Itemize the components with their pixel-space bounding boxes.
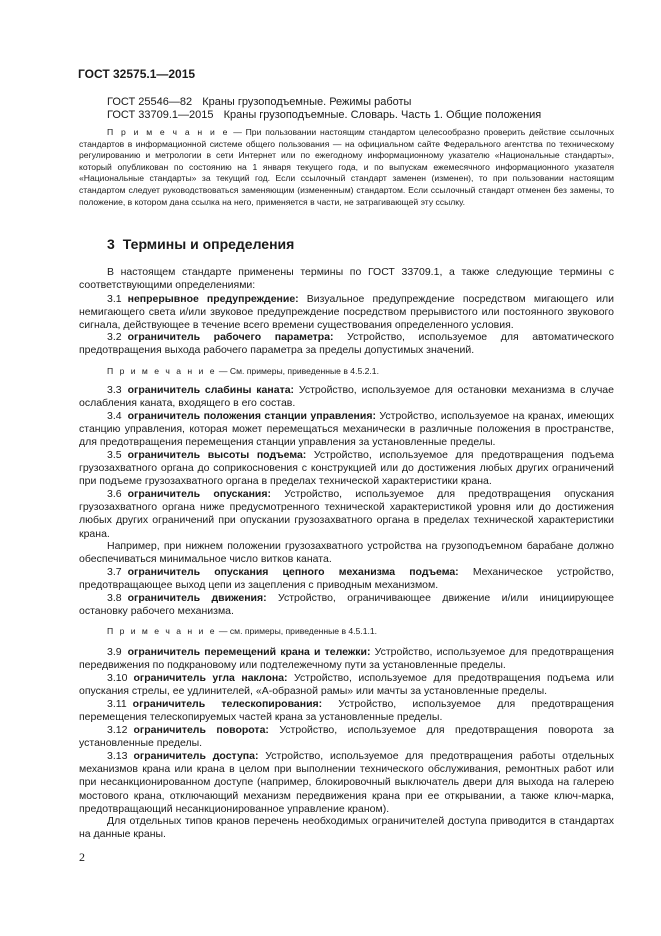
term-3-5: 3.5 ограничитель высоты подъема: Устройство, используемое для предотвращения подъема грузозахватного органа до соприкосновения с конструкцией или до достижения любых других ограничений при подъеме грузозахватного органа в пределах технической характеристики крана. bbox=[79, 449, 614, 488]
normative-references bbox=[107, 96, 541, 122]
note-references bbox=[79, 127, 614, 208]
standard-code-header: ГОСТ 32575.1—2015 bbox=[78, 67, 196, 81]
term-3-2 bbox=[79, 331, 614, 357]
example-paragraph: Например, при нижнем положении грузозахватного устройства на грузоподъемном барабане должно обеспечиваться минимальное число витков каната. bbox=[79, 540, 614, 566]
term-3-1 bbox=[79, 293, 614, 333]
term-3-10: 3.10 ограничитель угла наклона: Устройство, используемое для предотвращения подъема или опускания стрелы, ее удлинителей, «А-образной рамы» или мачты за установленные пределы. bbox=[79, 672, 614, 698]
note-3-2 bbox=[79, 366, 614, 378]
note-3-8 bbox=[79, 626, 614, 638]
term-definition: Устройство, используемое для автоматического предотвращения выхода рабочего параметра за пределы допустимых значений. bbox=[79, 331, 614, 357]
note-label: П р и м е ч а н и е bbox=[107, 626, 217, 636]
section-number: 3 bbox=[107, 236, 115, 252]
term-3-6: 3.6 ограничитель опускания: Устройство, используемое для предотвращения опускания грузозахватного органа ниже предусмотренного технической характеристикой уровня или до достижения любых других ограничений при опускании грузозахватного органа в пределах технической характеристики крана. bbox=[79, 488, 615, 540]
reference-item bbox=[107, 109, 541, 122]
section-heading bbox=[107, 236, 294, 252]
section-title: Термины и определения bbox=[122, 236, 295, 252]
note-text: — См. примеры, приведенные в 4.5.2.1. bbox=[216, 366, 379, 376]
intro-paragraph: В настоящем стандарте применены термины по ГОСТ 33709.1, а также следующие термины с соответствующими определениями: bbox=[79, 266, 614, 292]
reference-title: Краны грузоподъемные. Режимы работы bbox=[202, 96, 412, 108]
reference-code: ГОСТ 33709.1—2015 bbox=[107, 109, 214, 121]
term-3-3: 3.3 ограничитель слабины каната: Устройство, используемое для остановки механизма в случае ослабления каната, входящего в его состав. bbox=[79, 384, 614, 410]
note-label: П р и м е ч а н и е bbox=[107, 366, 217, 376]
reference-title: Краны грузоподъемные. Словарь. Часть 1. Общие положения bbox=[223, 109, 542, 121]
note-label: П р и м е ч а н и е bbox=[107, 127, 230, 137]
term-3-13: 3.13 ограничитель доступа: Устройство, используемое для предотвращения работы отдельных механизмов крана или крана в целом при выполнении технического обслуживания, ремонтных работ или при несанкционированном доступе (например, блокировочный выключатель двери для выхода на галерею мостового крана, отключающий механизм передвижения крана при ее открывании, а также ключ-марка, предотвращающий несанкционированное управление краном). bbox=[79, 750, 614, 815]
term-number: 3.1 bbox=[107, 293, 122, 305]
term-3-8: 3.8 ограничитель движения: Устройство, ограничивающее движение и/или инициирующее остановку рабочего механизма. bbox=[79, 592, 614, 618]
closing-paragraph: Для отдельных типов кранов перечень необходимых ограничителей доступа приводится в стандартах на данные краны. bbox=[79, 815, 614, 841]
term-3-11: 3.11 ограничитель телескопирования: Устройство, используемое для предотвращения перемещения телескопируемых частей крана за установленные пределы. bbox=[79, 698, 614, 724]
reference-code: ГОСТ 25546—82 bbox=[107, 96, 193, 108]
term-3-7: 3.7 ограничитель опускания цепного механизма подъема: Механическое устройство, предотвращающее выход цепи из зацепления с приводным механизмом. bbox=[79, 566, 615, 592]
term-name: ограничитель рабочего параметра: bbox=[127, 331, 334, 343]
term-definition: Визуальное предупреждение посредством мигающего или немигающего света и/или звуковое предупреждение посредством прерывистого или постоянного звукового сигнала, действующее в течение всего времени существования определенного условия. bbox=[79, 293, 614, 332]
term-3-12: 3.12 ограничитель поворота: Устройство, используемое для предотвращения поворота за установленные пределы. bbox=[79, 724, 614, 750]
page-number: 2 bbox=[79, 850, 85, 864]
term-3-4: 3.4 ограничитель положения станции управления: Устройство, используемое на кранах, имеющих станцию управления, которая может перемещаться механически в различные положения в пространстве, для предотвращения перемещения станции управления за установленные пределы. bbox=[79, 410, 614, 449]
note-text: — При пользовании настоящим стандартом целесообразно проверить действие ссылочных стандартов в информационной системе общего пользования — на официальном сайте Федерального агентства по техническому регулированию и метрологии в сети Интернет или по ежегодному информационному указателю «Национальные стандарты», который опубликован по состоянию на 1 января текущего года, и по выпускам ежемесячного информационного указателя «Национальные стандарты» за текущий год. Если ссылочный стандарт заменен (изменен), то при пользовании настоящим стандартом следует руководствоваться заменяющим (измененным) стандартом. Если ссылочный стандарт отменен без замены, то положение, в котором дана ссылка на него, применяется в части, не затрагивающей эту ссылку. bbox=[79, 127, 615, 207]
term-number: 3.2 bbox=[107, 331, 122, 343]
term-3-9: 3.9 ограничитель перемещений крана и тележки: Устройство, используемое для предотвращения передвижения по подкрановому или подтележечному пути за установленные пределы. bbox=[79, 646, 614, 672]
term-name: непрерывное предупреждение: bbox=[127, 293, 299, 305]
note-text: — см. примеры, приведенные в 4.5.1.1. bbox=[216, 626, 378, 636]
reference-item bbox=[107, 96, 541, 109]
